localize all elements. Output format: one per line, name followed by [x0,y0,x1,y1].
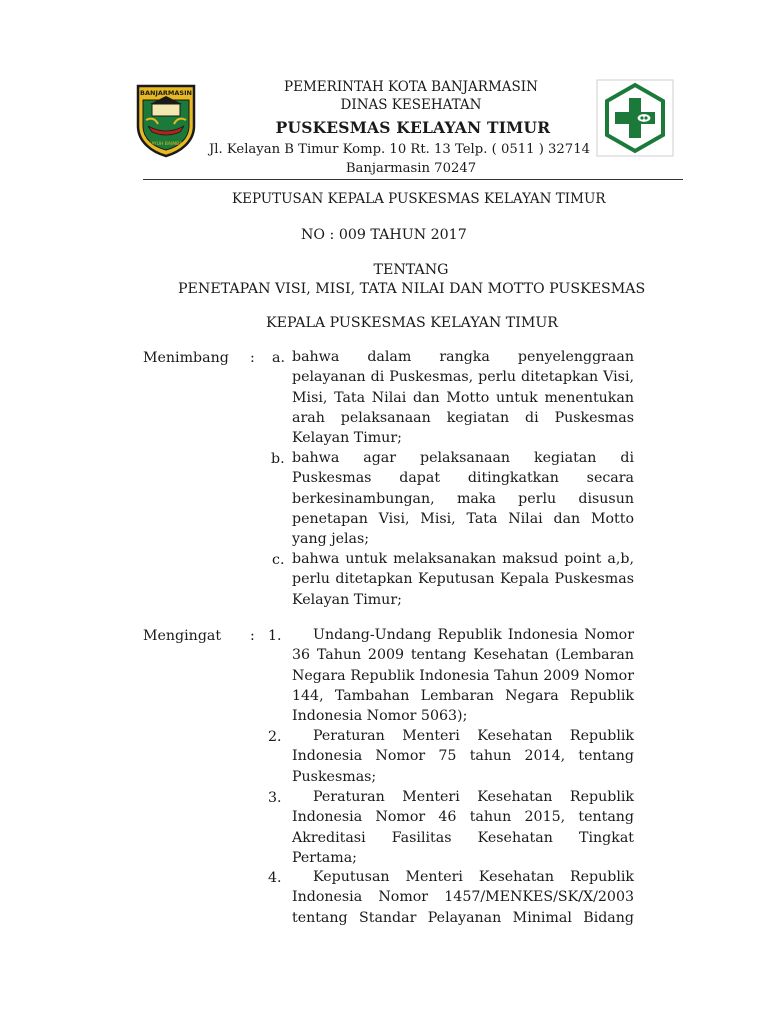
mengingat-item-4-text: Keputusan Menteri Kesehatan Republik Indonesia Nomor 1457/MENKES/SK/X/2003 tentang Standar Pelayanan Minimal Bidang [292,869,634,926]
mengingat-marker-4: 4. [268,870,282,886]
mengingat-item-3 [292,787,634,868]
menimbang-label: Menimbang [143,350,229,366]
menimbang-marker-b: b. [271,451,285,467]
mengingat-marker-2: 2. [268,729,282,745]
menimbang-item-a: bahwa dalam rangka penyelenggraan pelayanan di Puskesmas, perlu ditetapkan Visi, Misi, Tata Nilai dan Motto untuk menentukan arah pelaksanaan kegiatan di Puskesmas Kelayan Timur; [292,349,634,447]
official-heading: KEPALA PUSKESMAS KELAYAN TIMUR [266,315,558,331]
letterhead-city: Banjarmasin 70247 [345,161,477,176]
emblem-text-top: BANJARMASIN [140,89,192,97]
mengingat-label: Mengingat [143,628,222,644]
letterhead-institution: PUSKESMAS KELAYAN TIMUR [275,118,551,137]
subject-heading: PENETAPAN VISI, MISI, TATA NILAI DAN MOTTO PUSKESMAS [178,281,646,297]
about-heading: TENTANG [373,262,449,278]
mengingat-marker-1: 1. [268,628,282,644]
letterhead-government: PEMERINTAH KOTA BANJARMASIN [284,79,538,95]
decision-number: NO : 009 TAHUN 2017 [301,227,467,243]
letterhead-address: Jl. Kelayan B Timur Komp. 10 Rt. 13 Telp. ( 0511 ) 32714 [209,142,590,157]
letterhead-department: DINAS KESEHATAN [340,97,482,113]
menimbang-marker-a: a. [272,350,285,366]
menimbang-colon: : [250,350,255,366]
mengingat-item-4 [292,867,634,928]
mengingat-item-2 [292,726,634,787]
mengingat-marker-3: 3. [268,790,282,806]
decision-title: KEPUTUSAN KEPALA PUSKESMAS KELAYAN TIMUR [232,191,606,207]
emblem-text-bottom: KAYUH BAIMBAI [148,142,184,147]
mengingat-colon: : [250,628,255,644]
menimbang-item-c: bahwa untuk melaksanakan maksud point a,b, perlu ditetapkan Keputusan Kepala Puskesmas Kelayan Timur; [292,551,634,608]
mengingat-item-3-text: Peraturan Menteri Kesehatan Republik Indonesia Nomor 46 tahun 2015, tentang Akreditasi Fasilitas Kesehatan Tingkat Pertama; [292,789,634,866]
mengingat-item-2-text: Peraturan Menteri Kesehatan Republik Indonesia Nomor 75 tahun 2014, tentang Puskesmas; [292,728,634,785]
letterhead-divider [143,179,683,180]
menimbang-item-b: bahwa agar pelaksanaan kegiatan di Puskesmas dapat ditingkatkan secara berkesinambungan, maka perlu disusun penetapan Visi, Misi, Tata Nilai dan Motto yang jelas; [292,450,634,548]
menimbang-marker-c: c. [272,552,285,568]
mengingat-item-1 [292,625,634,726]
mengingat-item-1-text: Undang-Undang Republik Indonesia Nomor 36 Tahun 2009 tentang Kesehatan (Lembaran Negara Republik Indonesia Tahun 2009 Nomor 144, Tambahan Lembaran Negara Republik Indonesia Nomor 5063); [292,627,634,725]
